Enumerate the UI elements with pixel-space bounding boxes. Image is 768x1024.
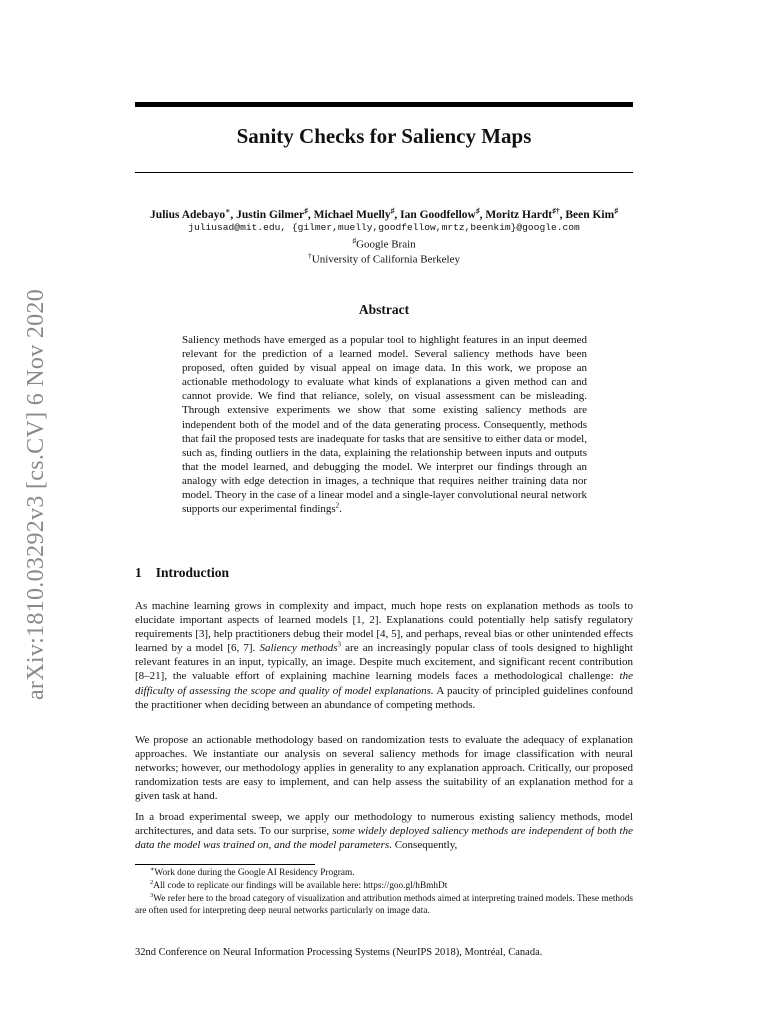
author-mark: ♯	[475, 206, 480, 215]
emphasis-run: Saliency methods	[259, 642, 338, 655]
footnote-ref[interactable]: 3	[337, 640, 342, 649]
intro-paragraph-1	[135, 599, 633, 712]
footnote-mark: 3	[150, 891, 154, 899]
footnote-mark: ∗	[150, 865, 155, 873]
author-list: Julius Adebayo∗, Justin Gilmer♯, Michael Muelly♯, Ian Goodfellow♯, Moritz Hardt♯†, Been Kim♯	[150, 206, 618, 221]
affiliation-uc-berkeley	[135, 251, 633, 266]
author-emails: juliusad@mit.edu, {gilmer,muelly,goodfellow,mrtz,beenkim}@google.com	[188, 222, 580, 233]
text-run: As machine learning grows in complexity and impact, much hope rests on explanation methods as tools to elucidate important aspects of learned models [1, 2]. Explanations could potentially help satisfy regulatory requirements [3], help practitioners debug their model [4, 5], and perhaps, reveal bias or other unintended effects learned by a model [6, 7].	[135, 600, 633, 655]
author-name: Michael Muelly	[313, 208, 391, 221]
footnote-text: Work done during the Google AI Residency Program.	[154, 868, 355, 878]
footnote-text: We refer here to the broad category of visualization and attribution methods aimed at interpreting trained models. These methods are often used for interpreting deep neural networks particularly on image data.	[135, 894, 633, 917]
arxiv-identifier-stamp	[17, 270, 57, 718]
text-run: A paucity of principled guidelines confound the practitioner when deciding between an abundance of competing methods.	[135, 684, 633, 711]
author-name: Julius Adebayo	[150, 208, 226, 221]
author-name: Moritz Hardt	[485, 208, 553, 221]
author-mark: ♯	[614, 206, 618, 215]
intro-paragraph-2: We propose an actionable methodology based on randomization tests to evaluate the adequacy of explanation approaches. We instantiate our analysis on several saliency methods for image classification with neural networks; however, our methodology applies in generality to any explanation approach. Critically, our proposed randomization tests are easy to implement, and can help assess the suitability of an explanation method for a given task at hand.	[135, 734, 633, 803]
footnote-1	[135, 867, 633, 879]
text-run: are an increasingly popular class of tools designed to highlight relevant features in an input, typically, an image. Despite much excitement, and significant recent contribution [8–21], the valuable effort of explaining machine learning models faces a methodological challenge:	[135, 642, 633, 683]
author-name: Ian Goodfellow	[400, 208, 476, 221]
abstract-period: .	[339, 503, 342, 516]
text-run: In a broad experimental sweep, we apply our methodology to numerous existing saliency methods, model architectures, and data sets. To our surprise,	[135, 811, 633, 838]
author-mark: ∗	[225, 206, 231, 215]
author-name: Been Kim	[565, 208, 615, 221]
affiliation-mark: †	[308, 251, 312, 260]
footnote-mark: 2	[150, 878, 154, 886]
section-title: Introduction	[155, 565, 230, 580]
affiliation-name: University of California Berkeley	[311, 253, 460, 266]
arxiv-id-text: arXiv:1810.03292v3 [cs.CV] 6 Nov 2020	[23, 288, 50, 700]
emphasis-run: some widely deployed saliency methods are independent of both the data the model was trained on, and the model parameters.	[135, 825, 633, 852]
emphasis-run: the difficulty of assessing the scope and quality of model explanations.	[135, 670, 633, 697]
affiliation-mark: ♯	[352, 236, 357, 245]
author-mark: ♯	[390, 206, 395, 215]
footnote-ref[interactable]: 2	[335, 501, 340, 510]
author-mark: ♯	[304, 206, 308, 215]
author-name: Justin Gilmer	[236, 208, 305, 221]
abstract-heading: Abstract	[358, 302, 410, 317]
title-bottom-rule	[135, 172, 633, 173]
footnote-rule	[135, 864, 315, 865]
section-number: 1	[135, 565, 142, 580]
abstract-paragraph	[182, 333, 587, 516]
author-mark: ♯†	[552, 206, 560, 215]
conference-venue: 32nd Conference on Neural Information Processing Systems (NeurIPS 2018), Montréal, Canada.	[135, 947, 543, 958]
section-heading-introduction	[135, 565, 229, 581]
footnote-3	[135, 893, 633, 918]
footnote-text[interactable]: All code to replicate our findings will be available here: https://goo.gl/hBmhDt	[153, 881, 448, 891]
text-run: Consequently,	[391, 839, 458, 852]
paper-title: Sanity Checks for Saliency Maps	[236, 124, 532, 148]
abstract-text: Saliency methods have emerged as a popular tool to highlight features in an input deemed relevant for the prediction of a learned model. Several saliency methods have been proposed, often guided by visual appeal on image data. In this work, we propose an actionable methodology to evaluate what kinds of explanations a given method can and cannot provide. We find that reliance, solely, on visual assessment can be misleading. Through extensive experiments we show that some existing saliency methods are independent both of the model and of the data generating process. Consequently, methods that fail the proposed tests are inadequate for tasks that are sensitive to either data or model, such as, finding outliers in the data, explaining the relationship between inputs and outputs that the model learned, and debugging the model. We interpret our findings through an analogy with edge detection in images, a technique that requires neither training data nor model. Theory in the case of a linear model and a single-layer convolutional neural network supports our experimental findings	[182, 334, 587, 516]
footnote-2	[135, 880, 633, 892]
intro-paragraph-3	[135, 810, 633, 852]
affiliation-google-brain	[135, 236, 633, 251]
affiliation-name: Google Brain	[356, 238, 416, 251]
title-top-rule	[135, 102, 633, 107]
